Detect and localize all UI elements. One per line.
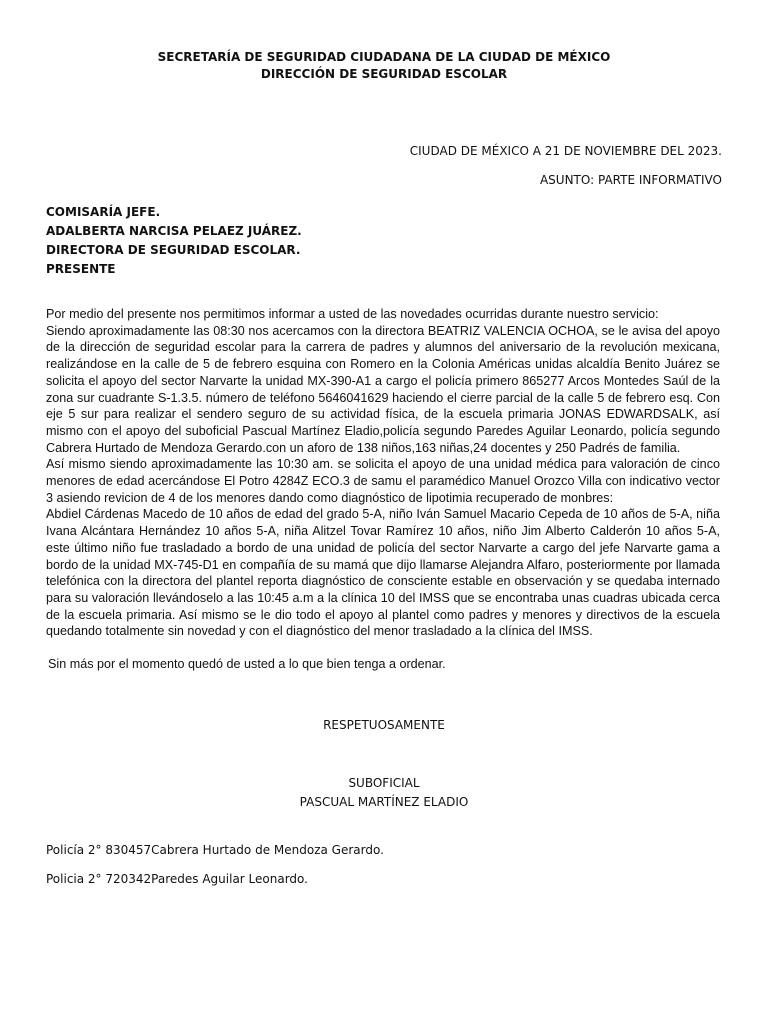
body-paragraph-event: Siendo aproximadamente las 08:30 nos acercamos con la directora BEATRIZ VALENCIA OCHOA, se le avisa del apoyo de la dirección de seguridad escolar para la carrera de padres y alumnos del aniversario de la revolución mexicana, realizándose en la calle de 5 de febrero esquina con Romero en la Colonia Américas unidas alcaldía Benito Juárez se solicita el apoyo del sector Narvarte la unidad MX-390-A1 a cargo el policía primero 865277 Arcos Montedes Saúl de la zona sur cuadrante S-1.3.5. número de teléfono 5646041629 haciendo el cierre parcial de la calle 5 de febrero esq. Con eje 5 sur para realizar el sendero seguro de su actividad física, de la escuela primaria JONAS EDWARDSALK, así mismo con el apoyo del suboficial Pascual Martínez Eladio,policía segundo Paredes Aguilar Leonardo, policía segundo Cabrera Hurtado de Mendoza Gerardo.con un aforo de 138 niños,163 niñas,24 docentes y 250 Padrés de familia. xyxy=(46,323,720,455)
signature-name: PASCUAL MARTÍNEZ ELADIO xyxy=(299,795,469,809)
header-institution: SECRETARÍA DE SEGURIDAD CIUDADANA DE LA CIUDAD DE MÉXICO xyxy=(157,50,611,64)
officer-line-2: Policia 2° 720342Paredes Aguilar Leonardo. xyxy=(46,872,308,886)
body-paragraph-medical: Así mismo siendo aproximadamente las 10:30 am. se solicita el apoyo de una unidad médica para valoración de cinco menores de edad acercándose El Potro 4284Z ECO.3 de samu el paramédico Manuel Orozco Villa con indicativo vector 3 asiendo revicion de 4 de los menores dando como diagnóstico de lipotimia recuperado de monbres: xyxy=(46,457,720,505)
recipient-block xyxy=(46,203,302,279)
farewell: RESPETUOSAMENTE xyxy=(323,718,445,732)
recipient-presente: PRESENTE xyxy=(46,262,116,276)
date-line: CIUDAD DE MÉXICO A 21 DE NOVIEMBRE DEL 2023. xyxy=(409,144,722,158)
recipient-name: ADALBERTA NARCISA PELAEZ JUÁREZ. xyxy=(46,224,302,238)
officer-line-1: Policía 2° 830457Cabrera Hurtado de Mendoza Gerardo. xyxy=(46,843,384,857)
body-paragraph-intro: Por medio del presente nos permitimos informar a usted de las novedades ocurridas durante nuestro servicio: xyxy=(46,307,659,321)
recipient-title: DIRECTORA DE SEGURIDAD ESCOLAR. xyxy=(46,243,301,257)
subject-line: ASUNTO: PARTE INFORMATIVO xyxy=(539,173,722,187)
letterhead xyxy=(0,49,768,83)
report-body xyxy=(46,306,720,640)
header-department: DIRECCIÓN DE SEGURIDAD ESCOLAR xyxy=(260,67,508,81)
closing-line: Sin más por el momento quedó de usted a lo que bien tenga a ordenar. xyxy=(48,657,446,671)
signature-rank: SUBOFICIAL xyxy=(348,776,420,790)
body-paragraph-minors: Abdiel Cárdenas Macedo de 10 años de edad del grado 5-A, niño Iván Samuel Macario Cepeda de 10 años de 5-A, niña Ivana Alcántara Hernández 10 años 5-A, niña Alitzel Tovar Ramírez 10 años, niño Jim Alberto Calderón 10 años 5-A, este último niño fue trasladado a bordo de una unidad de policía del sector Narvarte a cargo del jefe Narvarte gama a bordo de la unidad MX-745-D1 en compañía de su mamá que dijo llamarse Alejandra Alfaro, posteriormente por llamada telefónica con la directora del plantel reporta diagnóstico de consciente estable en observación y se quedaba internado para su valoración llevándoselo a las 10:45 a.m a la clínica 10 del IMSS que se encontraba unas cuadras ubicada cerca de la escuela primaria. Así mismo se le dio todo el apoyo al plantel como padres y menores y directivos de la escuela quedando totalmente sin novedad y con el diagnóstico del menor trasladado a la clínica del IMSS. xyxy=(46,507,720,639)
recipient-rank: COMISARÍA JEFE. xyxy=(46,205,161,219)
